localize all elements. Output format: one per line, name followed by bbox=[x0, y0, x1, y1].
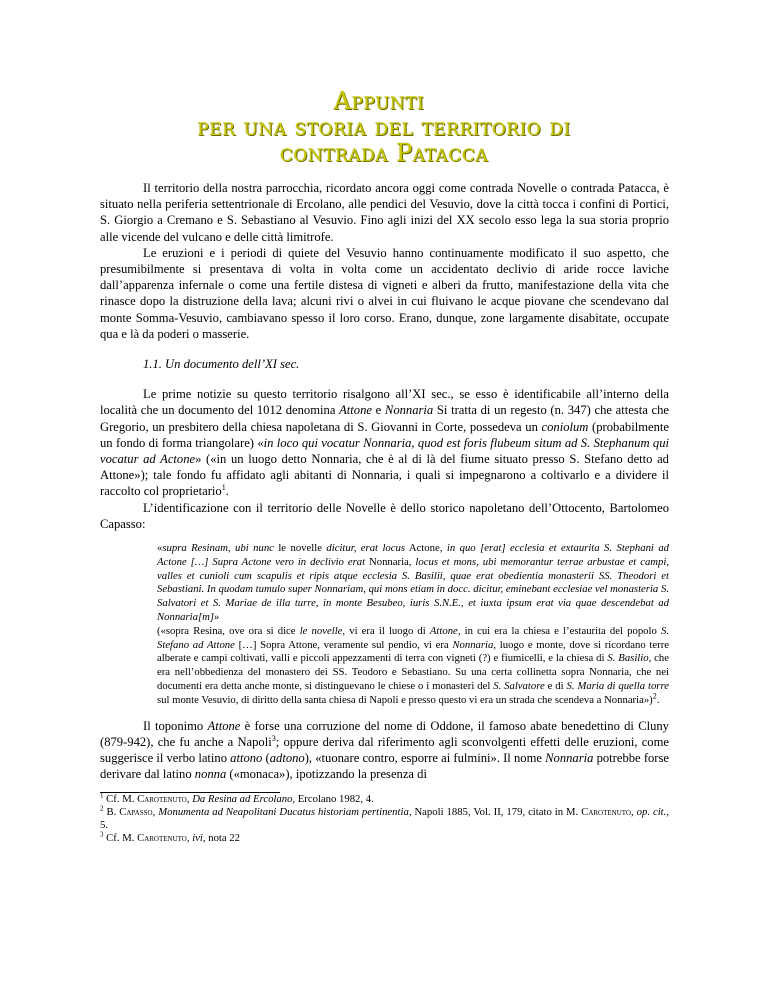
title-line-2: per una storia del territorio di bbox=[197, 113, 571, 141]
footnote-ref-3[interactable]: 3 bbox=[271, 733, 276, 743]
paragraph-document: Le prime notizie su questo territorio risalgono all’XI sec., se esso è identificabile all’interno della località che un documento del 1012 denomina Attone e Nonnaria Si tratta di un regesto (n. 347) che attesta che Gregorio, un presbitero della chiesa napoletana di S. Giovanni in Corte, possedeva un coniolum (probabilmente un fondo di forma triangolare) «in loco qui vocatur Nonnaria, quod est foris flubeum situm ad S. Stephanum qui vocatur ad Actone» («in un luogo detto Nonnaria, che è al di là del fiume situato presso S. Stefano detto ad Attone»); tale fondo fu affidato agli abitanti di Nonnaria, i quali si impegnarono a coltivarlo e a dividere il raccolto col proprietario$^1$. bbox=[100, 387, 669, 499]
paragraph-intro: Il territorio della nostra parrocchia, ricordato ancora oggi come contrada Novelle o contrada Patacca, è situato nella periferia settentrionale di Ercolano, alle pendici del Vesuvio, dove la città tocca i confini di Portici, S. Giorgio a Cremano e S. Sebastiano al Vesuvio. Fino agli inizi del XX secolo esso lega la sua storia proprio alle vicende del vulcano e delle città limitrofe. bbox=[100, 181, 669, 244]
paragraph-eruptions: Le eruzioni e i periodi di quiete del Vesuvio hanno continuamente modificato il suo aspetto, che presumibilmente si presentava di volta in volta come un accidentato declivio di aride rocce laviche dall’apparenza infernale o come una fertile distesa di vigneti e alberi da frutto, manifestazione della vita che rinasce dopo la distruzione della lava; alcuni rivi o alvei in cui fluivano le acque piovane che scendevano dal monte Somma-Vesuvio, cambiavano spesso il loro corso. Erano, dunque, zone largamente disabitate, occupate qua e là da poderi o masserie. bbox=[100, 245, 669, 341]
quote-latin: «supra Resinam, ubi nunc le novelle dicitur, erat locus Actone, in quo [erat] ecclesia et extaurita S. Stephani ad Actone […] Supra Actone vero in declivio erat Nonnaria, locus et mons, ubi memorantur terrae arbustae et campi, valles et cunioli cum scapulis et ripis atque ecclesia S. Basilii, quae erat obedientia monasterii SS. Theodori et Sebastiani. In quodam tumulo super Nonnariam, qui mons etiam in docc. dicitur, eminebant ecclesiae vel monasteria S. Salvatori et S. Mariae de illa turre, in monte Besubeo, iuris S.N.E., et iuxta ipsum erat via quae descendebat ad Nonnaria[m]» bbox=[157, 542, 670, 624]
section-heading: 1.1. Un documento dell’XI sec. bbox=[143, 357, 300, 372]
footnote-1: $^1$ Cf. M. Carotenuto, Da Resina ad Ercolano, Ercolano 1982, 4. bbox=[100, 791, 374, 806]
footnote-2: $^2$ B. Capasso, Monumenta ad Neapolitani Ducatus historiam pertinentia, Napoli 1885, Vol. II, 179, citato in M. Carotenuto, op. cit., 5. bbox=[100, 804, 669, 832]
title-line-3: contrada Patacca bbox=[279, 139, 489, 167]
title-line-1: Appunti bbox=[333, 87, 425, 115]
paragraph-toponym: Il toponimo Attone è forse una corruzione del nome di Oddone, il famoso abate benedettino di Cluny (879-942), che fu anche a Napoli$^3$; oppure deriva dal riferimento agli sconvolgenti effetti delle eruzioni, come suggerisce il verbo latino attono (adtono), «tuonare contro, esporre ai fulmini». Il nome Nonnaria potrebbe forse derivare dal latino nonna («monaca»), ipotizzando la presenza di bbox=[100, 718, 669, 782]
quote-italian: («sopra Resina, ove ora si dice le novelle, vi era il luogo di Attone, in cui era la chiesa e l’estaurita del popolo S. Stefano ad Attone […] Sopra Attone, veramente sul pendio, vi era Nonnaria, luogo e monte, dove si ricordano terre alberate e campi coltivati, valli e piccoli appezzamenti di terra con vigneti (?) e fiumicelli, e la chiesa di S. Basilio, che era nell’obbedienza del monastero dei SS. Teodoro e Sebastiano. Su una certa collinetta sopra Nonnaria, che nei documenti era detta anche monte, si distinguevano le chiese o i monasteri del S. Salvatore e di S. Maria di quella torre sul monte Vesuvio, di diritto della santa chiesa di Napoli e presso questo vi era un strada che scendeva a Nonnaria»)$^2$. bbox=[157, 624, 669, 706]
document-title bbox=[0, 88, 768, 166]
paragraph-capasso: L’identificazione con il territorio delle Novelle è dello storico napoletano dell’Ottocento, Bartolomeo Capasso: bbox=[100, 500, 669, 531]
footnote-ref-2[interactable]: 2 bbox=[652, 691, 657, 701]
document-body bbox=[100, 180, 669, 845]
footnote-ref-1[interactable]: 1 bbox=[221, 483, 226, 493]
footnote-3: $^3$ Cf. M. Carotenuto, ivi, nota 22 bbox=[100, 830, 240, 845]
block-quote bbox=[157, 542, 669, 708]
